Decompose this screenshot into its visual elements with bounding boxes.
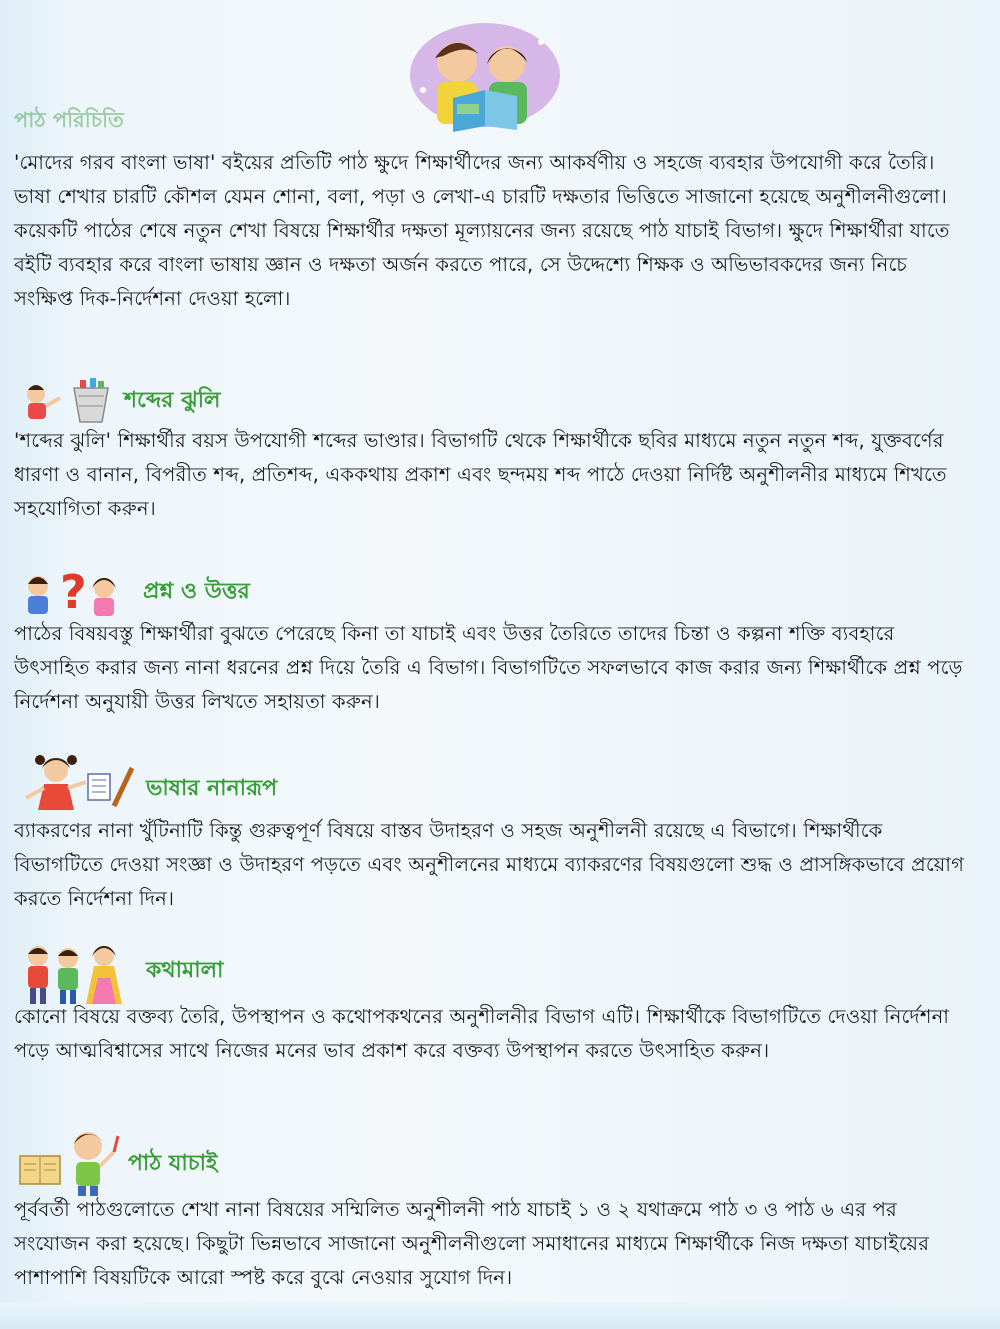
bottom-decorative-band [0,1302,1000,1329]
children-talking-icon [18,938,134,1008]
boy-with-book-icon [18,1126,122,1196]
page-heading: পাঠ পরিচিতি [14,108,124,132]
section-body-language-forms: ব্যাকরণের নানা খুঁটিনাটি কিন্তু গুরুত্বপূর্ণ বিষয়ে বাস্তব উদাহরণ ও সহজ অনুশীলনী রয়েছে এ বিভাগে। শিক্ষার্থীকে বিভাগটিতে দেওয়া সংজ্ঞা ও উদাহরণ পড়তে এবং অনুশীলনের মাধ্যমে ব্যাকরণের বিষয়গুলো শুদ্ধ ও প্রাসঙ্গিকভাবে প্রয়োগ করতে নির্দেশনা দিন। [14,819,965,910]
children-reading-illustration [395,20,565,140]
girl-writing-icon [16,748,138,814]
section-title-conversation: কথামালা [146,958,224,983]
question-kids-icon [16,564,128,620]
section-title-lesson-check: পাঠ যাচাই [128,1151,218,1176]
section-title-question-answer: প্রশ্ন ও উত্তর [143,579,250,604]
section-body-word-basket: 'শব্দের ঝুলি' শিক্ষার্থীর বয়স উপযোগী শব্দের ভাণ্ডার। বিভাগটি থেকে শিক্ষার্থীকে ছবির মাধ্যমে নতুন নতুন শব্দ, যুক্তবর্ণের ধারণা ও বানান, বিপরীত শব্দ, প্রতিশব্দ, এককথায় প্রকাশ এবং ছন্দময় শব্দ পাঠে দেওয়া নির্দিষ্ট অনুশীলনীর মাধ্যমে শিখতে সহযোগিতা করুন। [14,429,947,520]
intro-paragraph: 'মোদের গরব বাংলা ভাষা' বইয়ের প্রতিটি পাঠ ক্ষুদে শিক্ষার্থীদের জন্য আকর্ষণীয় ও সহজে ব্যবহার উপযোগী করে তৈরি। ভাষা শেখার চারটি কৌশল যেমন শোনা, বলা, পড়া ও লেখা-এ চারটি দক্ষতার ভিত্তিতে সাজানো হয়েছে অনুশীলনীগুলো। কয়েকটি পাঠের শেষে নতুন শেখা বিষয়ে শিক্ষার্থীর দক্ষতা মূল্যায়নের জন্য রয়েছে পাঠ যাচাই বিভাগ। ক্ষুদে শিক্ষার্থীরা যাতে বইটি ব্যবহার করে বাংলা ভাষায় জ্ঞান ও দক্ষতা অর্জন করতে পারে, সে উদ্দেশ্যে শিক্ষক ও অভিভাবকদের জন্য নিচে সংক্ষিপ্ত দিক-নির্দেশনা দেওয়া হলো। [14,151,950,310]
word-basket-icon [16,376,116,426]
section-title-word-basket: শব্দের ঝুলি [124,388,221,413]
svg-text:?: ? [60,565,87,619]
section-body-question-answer: পাঠের বিষয়বস্তু শিক্ষার্থীরা বুঝতে পেরেছে কিনা তা যাচাই এবং উত্তর তৈরিতে তাদের চিন্তা ও কল্পনা শক্তি ব্যবহারে উৎসাহিত করার জন্য নানা ধরনের প্রশ্ন দিয়ে তৈরি এ বিভাগ। বিভাগটিতে সফলভাবে কাজ করার জন্য শিক্ষার্থীকে প্রশ্ন পড়ে নির্দেশনা অনুযায়ী উত্তর লিখতে সহায়তা করুন। [14,622,963,713]
section-body-conversation: কোনো বিষয়ে বক্তব্য তৈরি, উপস্থাপন ও কথোপকথনের অনুশীলনীর বিভাগ এটি। শিক্ষার্থীকে বিভাগটিতে দেওয়া নির্দেশনা পড়ে আত্মবিশ্বাসের সাথে নিজের মনের ভাব প্রকাশ করে বক্তব্য উপস্থাপন করতে উৎসাহিত করুন। [14,1005,950,1062]
section-title-language-forms: ভাষার নানারূপ [146,776,278,801]
section-body-lesson-check: পূর্ববর্তী পাঠগুলোতে শেখা নানা বিষয়ের সম্মিলিত অনুশীলনী পাঠ যাচাই ১ ও ২ যথাক্রমে পাঠ ৩ ও পাঠ ৬ এর পর সংযোজন করা হয়েছে। কিছুটা ভিন্নভাবে সাজানো অনুশীলনীগুলো সমাধানের মাধ্যমে শিক্ষার্থীকে নিজ দক্ষতা যাচাইয়ের পাশাপাশি বিষয়টিকে আরো স্পষ্ট করে বুঝে নেওয়ার সুযোগ দিন। [14,1198,930,1289]
